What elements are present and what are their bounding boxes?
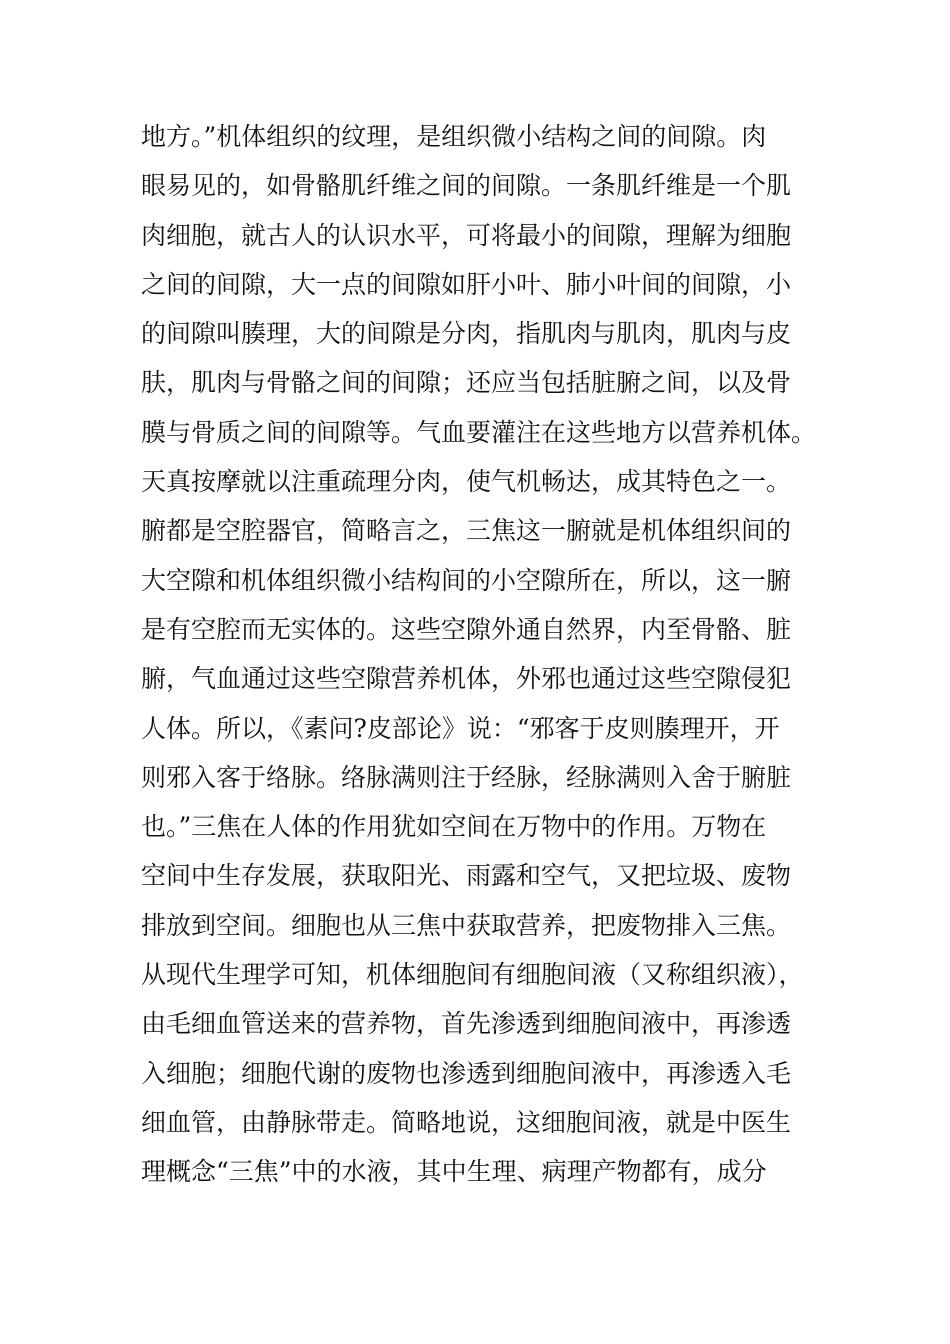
text-line: 腑，气血通过这些空隙营养机体，外邪也通过这些空隙侵犯 xyxy=(141,664,792,694)
text-line: 肤，肌肉与骨骼之间的间隙；还应当包括脏腑之间，以及骨 xyxy=(141,368,792,398)
text-line: 天真按摩就以注重疏理分肉，使气机畅达，成其特色之一。 xyxy=(141,467,792,497)
text-line: 腑都是空腔器官，简略言之，三焦这一腑就是机体组织间的 xyxy=(141,516,792,546)
text-line: 之间的间隙，大一点的间隙如肝小叶、肺小叶间的间隙，小 xyxy=(141,269,792,299)
text-line: 是有空腔而无实体的。这些空隙外通自然界，内至骨骼、脏 xyxy=(141,614,792,644)
text-line: 由毛细血管送来的营养物，首先渗透到细胞间液中，再渗透 xyxy=(141,1009,792,1039)
text-line: 肉细胞，就古人的认识水平，可将最小的间隙，理解为细胞 xyxy=(141,220,792,250)
text-line: 膜与骨质之间的间隙等。气血要灌注在这些地方以营养机体。 xyxy=(141,417,817,447)
text-line: 眼易见的，如骨骼肌纤维之间的间隙。一条肌纤维是一个肌 xyxy=(141,171,792,201)
text-line: 则邪入客于络脉。络脉满则注于经脉，经脉满则入舍于腑脏 xyxy=(141,762,792,792)
text-line: 从现代生理学可知，机体细胞间有细胞间液（又称组织液）， xyxy=(141,960,804,990)
text-line: 入细胞；细胞代谢的废物也渗透到细胞间液中，再渗透入毛 xyxy=(141,1058,792,1088)
text-line: 地方。”机体组织的纹理，是组织微小结构之间的间隙。肉 xyxy=(141,122,767,151)
text-line: 也。”三焦在人体的作用犹如空间在万物中的作用。万物在 xyxy=(141,812,767,842)
text-line: 理概念“三焦”中的水液，其中生理、病理产物都有，成分 xyxy=(141,1157,767,1187)
text-line: 排放到空间。细胞也从三焦中获取营养，把废物排入三焦。 xyxy=(141,910,792,940)
text-line: 大空隙和机体组织微小结构间的小空隙所在，所以，这一腑 xyxy=(141,565,792,595)
text-line: 细血管，由静脉带走。简略地说，这细胞间液，就是中医生 xyxy=(141,1107,792,1137)
text-line: 的间隙叫腠理，大的间隙是分肉，指肌肉与肌肉，肌肉与皮 xyxy=(141,319,792,349)
text-line: 人体。所以，《素问?皮部论》说：“邪客于皮则腠理开，开 xyxy=(141,713,780,743)
text-line: 空间中生存发展，获取阳光、雨露和空气，又把垃圾、废物 xyxy=(141,861,792,891)
body-text xyxy=(141,112,821,1197)
